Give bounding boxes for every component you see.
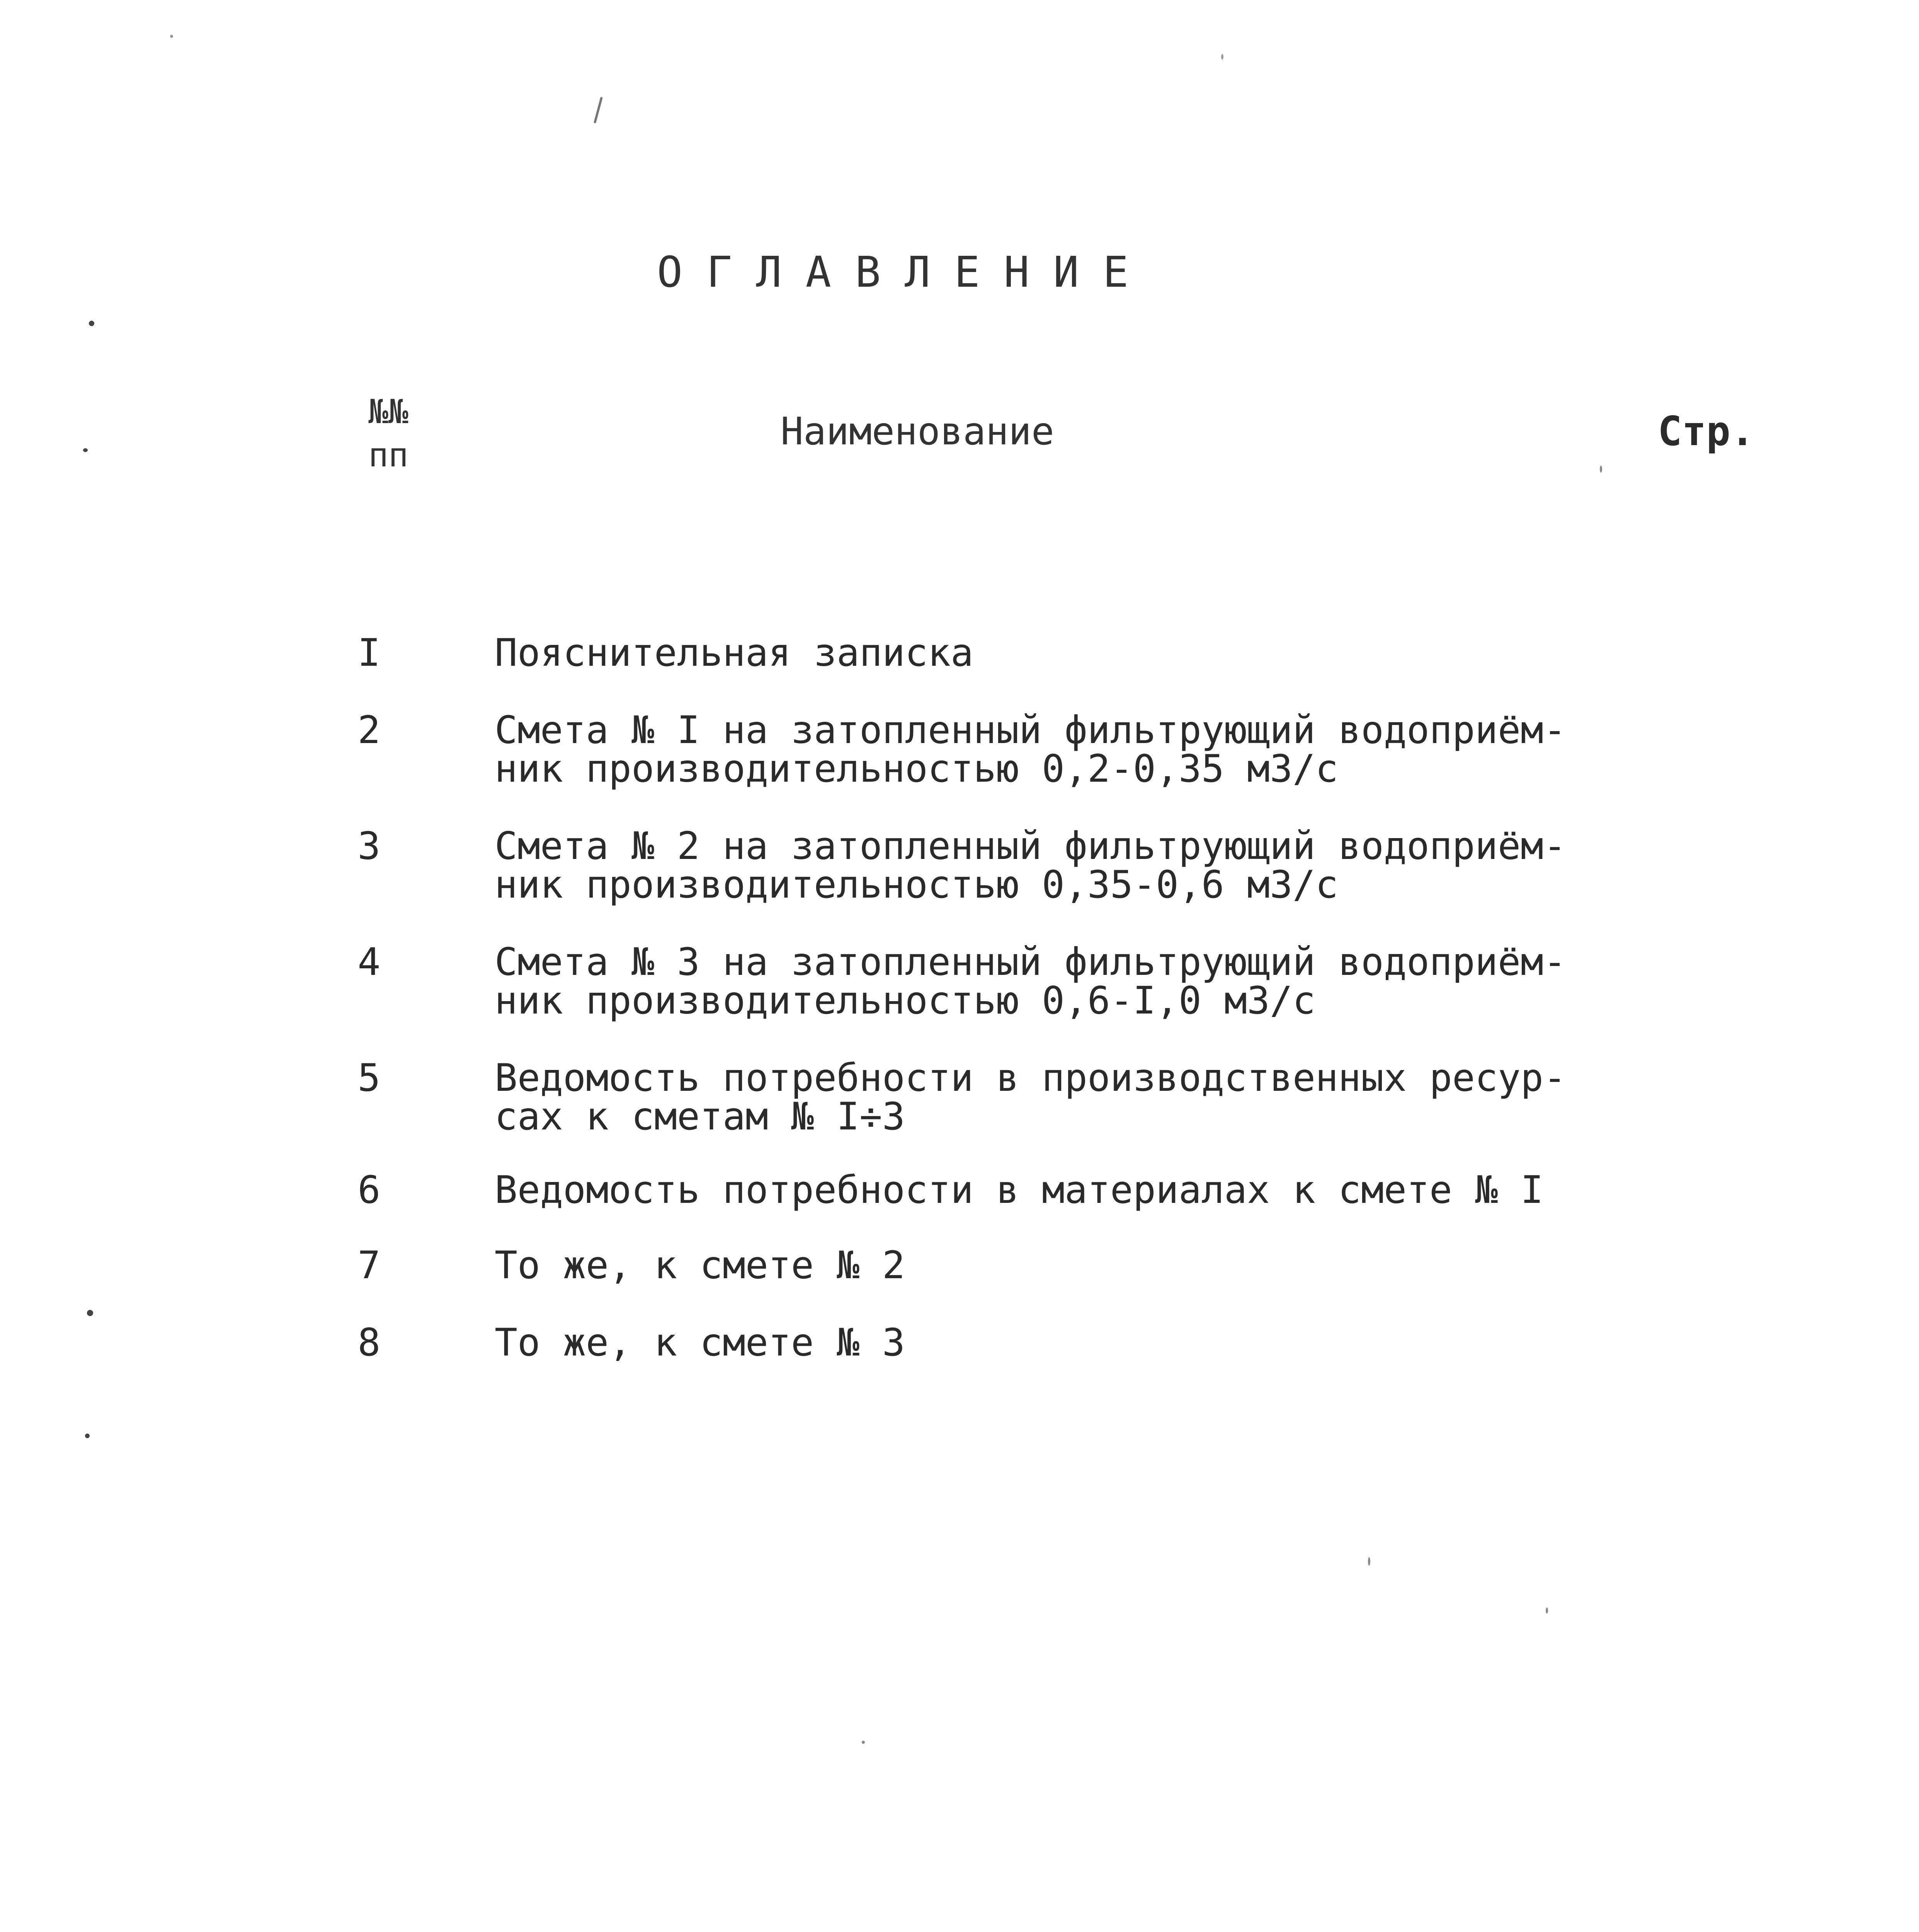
- scan-speck: [1368, 1557, 1370, 1566]
- item-number: 5: [357, 1056, 381, 1100]
- scan-speck: [1221, 54, 1223, 60]
- item-number: 4: [357, 940, 381, 984]
- item-title: Ведомость потребности в материалах к смете № I: [495, 1168, 1544, 1212]
- scan-speck: [85, 1434, 90, 1438]
- item-title: Ведомость потребности в производственных ресур- сах к сметам № I÷3: [495, 1056, 1567, 1139]
- item-title: Смета № I на затопленный фильтрующий водоприём- ник производительностью 0,2-0,35 м3/с: [495, 708, 1567, 791]
- item-number: 2: [357, 708, 381, 752]
- item-title: Смета № 3 на затопленный фильтрующий водоприём- ник производительностью 0,6-I,0 м3/с: [495, 940, 1567, 1023]
- item-number: 6: [357, 1168, 381, 1212]
- item-number: I: [357, 631, 381, 675]
- scan-speck: [1546, 1607, 1548, 1614]
- scan-speck: [1600, 466, 1602, 473]
- column-header-name: Наименование: [781, 410, 1055, 454]
- page-title: ОГЛАВЛЕНИЕ: [657, 247, 1153, 297]
- scan-speck: [87, 1310, 93, 1316]
- scan-speck: [89, 321, 94, 326]
- item-number: 7: [357, 1243, 381, 1287]
- item-number: 3: [357, 824, 381, 868]
- column-header-number-line1: №№: [368, 393, 408, 431]
- item-title: То же, к смете № 2: [495, 1243, 905, 1287]
- column-header-page: Стр.: [1658, 408, 1755, 455]
- item-title: Смета № 2 на затопленный фильтрующий водоприём- ник производительностью 0,35-0,6 м3/с: [495, 824, 1567, 907]
- item-number: 8: [357, 1321, 381, 1365]
- item-title: Пояснительная записка: [495, 631, 974, 675]
- scan-speck: [83, 448, 88, 452]
- scan-speck: [862, 1741, 865, 1744]
- column-header-number-line2: пп: [368, 436, 408, 474]
- scan-speck: [170, 35, 173, 38]
- item-title: То же, к смете № 3: [495, 1321, 905, 1365]
